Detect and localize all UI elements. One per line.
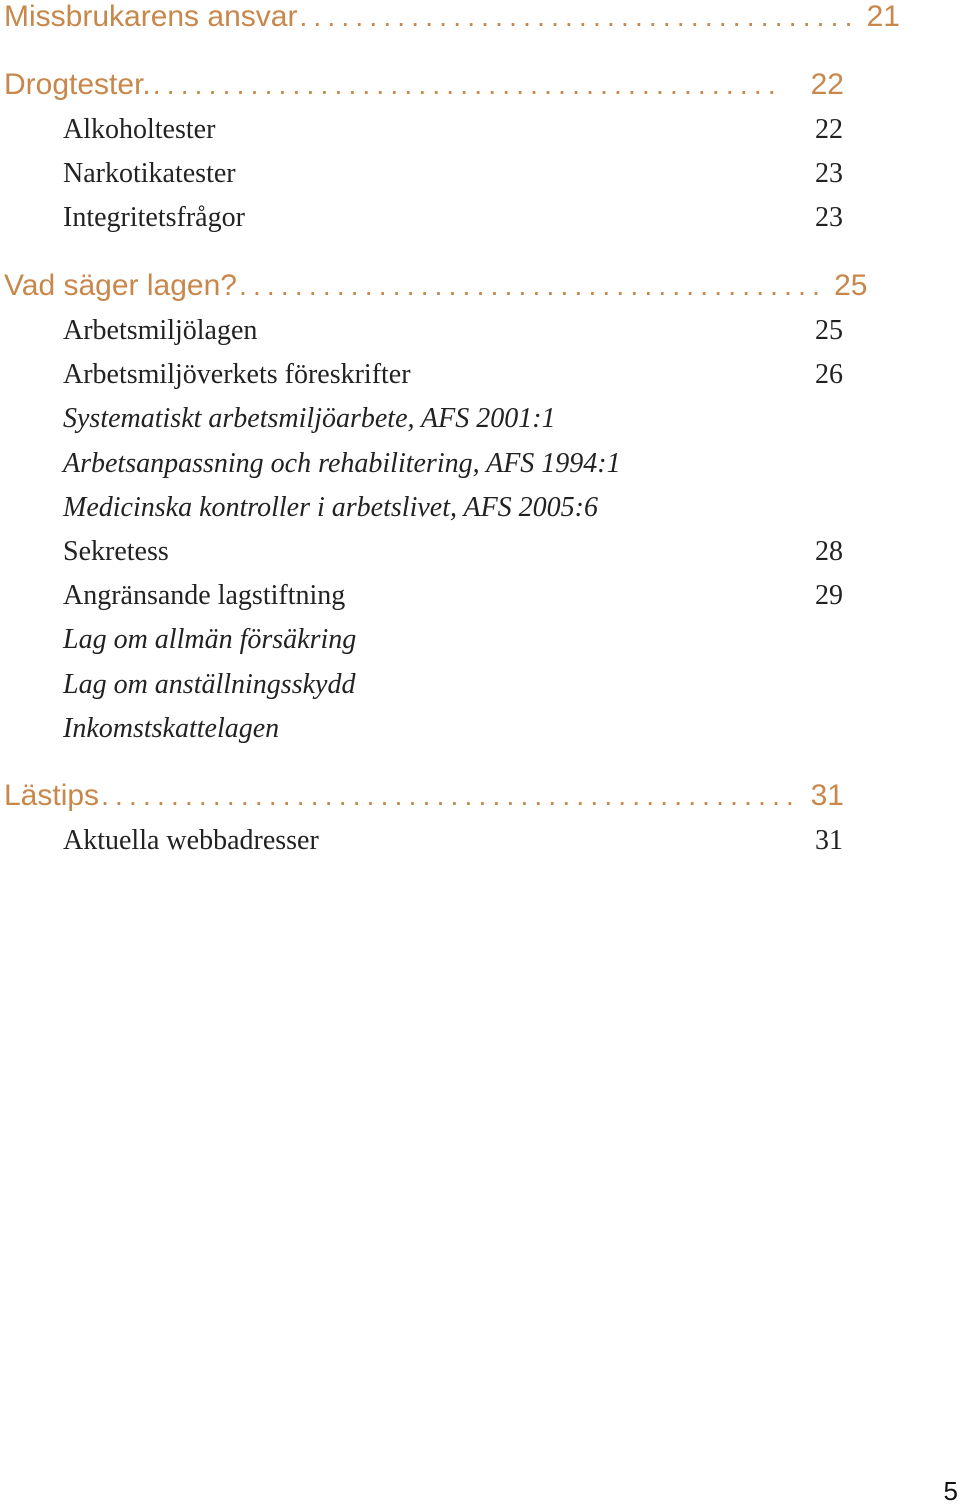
toc-heading-page: 21 [866,0,900,33]
toc-entry-page: 29 [815,580,843,612]
toc-entry-label: Inkomstskattelagen [63,712,280,744]
toc-heading-page: 22 [810,68,844,101]
toc-entry-label: Lag om allmän försäkring [63,624,357,656]
toc-entry[interactable] [63,825,843,865]
toc-entry-page: 31 [815,825,843,856]
toc-entry[interactable] [63,114,843,154]
toc-entry[interactable] [63,359,843,399]
toc-entry-page: 26 [815,359,843,391]
toc-entry-label: Aktuella webbadresser [63,825,319,856]
toc-entry-label: Alkoholtester [63,114,216,145]
toc-entry-label: Integritetsfrågor [63,202,245,234]
toc-entry[interactable] [63,713,843,753]
toc-heading[interactable] [4,0,900,40]
toc-entry[interactable] [63,536,843,576]
toc-entry-label: Arbetsanpassning och rehabilitering, AFS 1994:1 [63,447,621,479]
toc-entry-label: Arbetsmiljölagen [63,315,258,346]
toc-entry-label: Systematiskt arbetsmiljöarbete, AFS 2001:1 [63,403,556,435]
toc-entry-page: 25 [815,315,843,346]
toc-heading-title: Vad säger lagen? [4,269,237,302]
toc-entry[interactable] [63,202,843,242]
toc-entry[interactable] [63,448,843,488]
toc-entry[interactable] [63,315,843,355]
toc-dot-leader: .................................................. [101,780,801,811]
toc-entry-page: 22 [815,114,843,145]
toc-heading[interactable] [4,779,844,819]
toc-entry[interactable] [63,158,843,198]
toc-entry[interactable] [63,403,843,443]
toc-heading-page: 31 [810,779,844,812]
page-number: 5 [943,1476,958,1506]
toc-heading[interactable] [4,68,844,108]
toc-entry-page: 28 [815,536,843,567]
toc-entry[interactable] [63,492,843,532]
toc-heading-title: Drogtester. [4,68,151,101]
toc-entry-label: Lag om anställningsskydd [63,668,356,700]
toc-entry-label: Medicinska kontroller i arbetslivet, AFS 2005:6 [63,491,599,523]
toc-entry-label: Arbetsmiljöverkets föreskrifter [63,359,411,391]
toc-heading-title: Lästips [4,779,100,812]
toc-entry-page: 23 [815,158,843,190]
toc-dot-leader: ............................................. [152,69,782,100]
toc-entry-label: Sekretess [63,536,169,567]
toc-dot-leader: ........................................ [299,1,859,32]
toc-entry[interactable] [63,580,843,620]
toc-entry-label: Narkotikatester [63,158,236,190]
toc-heading[interactable] [4,269,868,309]
toc-entry-page: 23 [815,202,843,234]
toc-entry-label: Angränsande lagstiftning [63,580,346,612]
toc-heading-title: Missbrukarens ansvar [4,0,298,33]
toc-heading-page: 25 [834,269,868,302]
toc-entry[interactable] [63,669,843,709]
toc-entry[interactable] [63,624,843,664]
toc-dot-leader: .......................................... [238,270,827,301]
